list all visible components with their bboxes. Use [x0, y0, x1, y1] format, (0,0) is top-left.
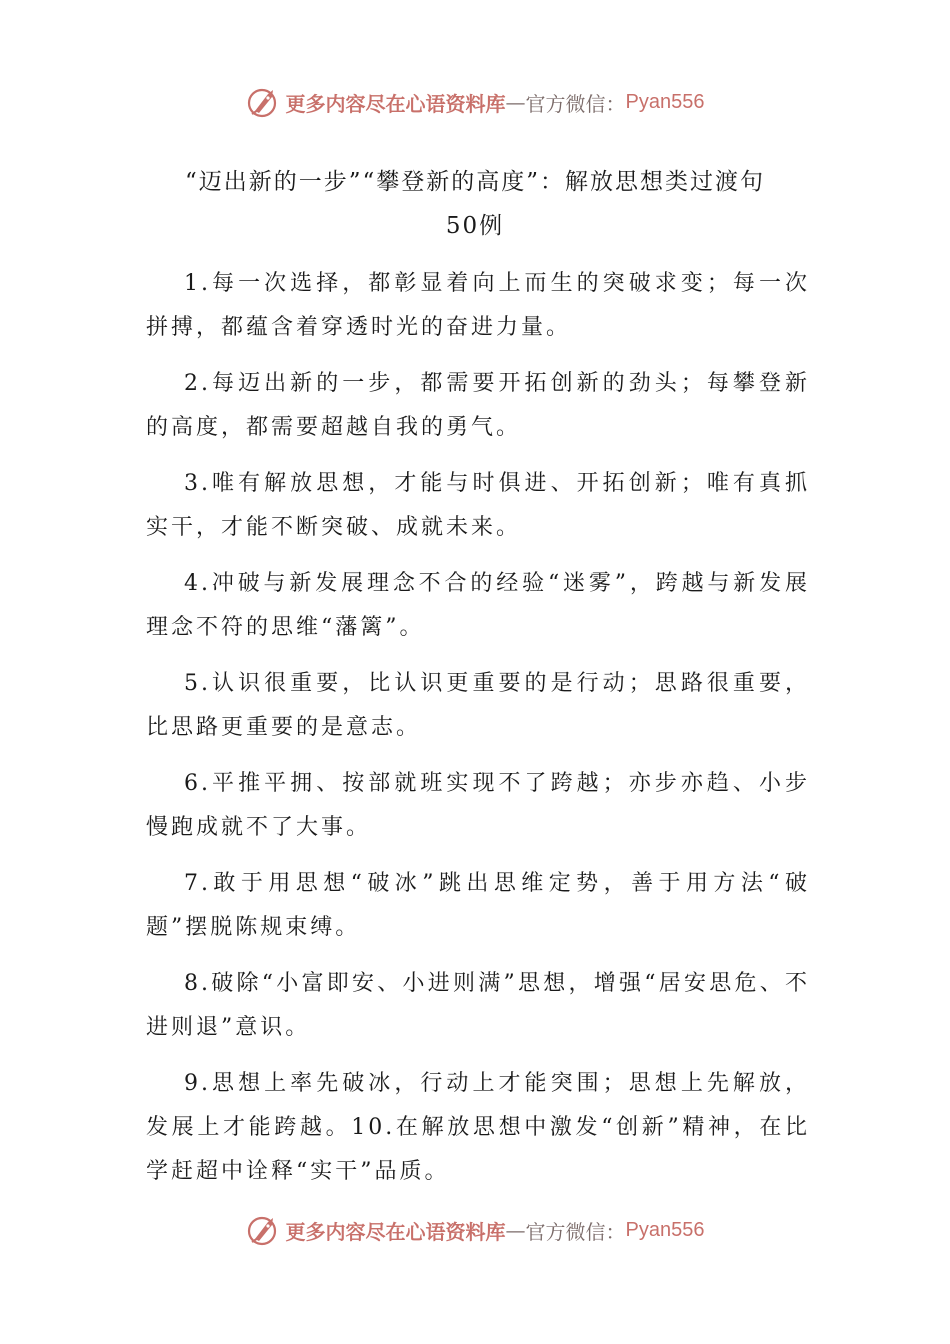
list-item: 3.唯有解放思想，才能与时俱进、开拓创新；唯有真抓实干，才能不断突破、成就未来。 [146, 471, 810, 540]
list-item: 8.破除“小富即安、小进则满”思想，增强“居安思危、不进则退”意识。 [146, 971, 810, 1040]
watermark-banner-top [0, 80, 950, 124]
watermark-site-name: 更多内容尽在心语资料库 [285, 91, 506, 116]
list-item: 9.思想上率先破冰，行动上才能突围；思想上先解放，发展上才能跨越。10.在解放思想中激发“创新”精神，在比学赶超中诠释“实干”品质。 [146, 1071, 810, 1184]
document-title-line-2: 50例 [445, 213, 505, 239]
list-item: 2.每迈出新的一步，都需要开拓创新的劲头；每攀登新的高度，都需要超越自我的勇气。 [146, 371, 810, 440]
watermark-wechat-id: Pyan556 [625, 1218, 705, 1241]
document-title [140, 160, 810, 248]
pen-nib-logo-icon [246, 84, 282, 120]
list-item: 1.每一次选择，都彰显着向上而生的突破求变；每一次拼搏，都蕴含着穿透时光的奋进力量。 [146, 271, 810, 340]
watermark-site-name: 更多内容尽在心语资料库 [285, 1219, 506, 1244]
watermark-wechat-label: 官方微信： [525, 1219, 626, 1244]
watermark-dash: — [505, 1218, 526, 1242]
pen-nib-logo-icon [246, 1212, 282, 1248]
list-item: 5.认识很重要，比认识更重要的是行动；思路很重要，比思路更重要的是意志。 [146, 671, 810, 740]
list-item: 4.冲破与新发展理念不合的经验“迷雾”，跨越与新发展理念不符的思维“藩篱”。 [146, 571, 810, 640]
document-body [146, 262, 810, 1206]
watermark-banner-bottom [0, 1208, 950, 1252]
watermark-wechat-label: 官方微信： [525, 91, 626, 116]
list-item: 7.敢于用思想“破冰”跳出思维定势，善于用方法“破题”摆脱陈规束缚。 [146, 871, 810, 940]
document-title-line-1: “迈出新的一步”“攀登新的高度”：解放思想类过渡句 [184, 169, 766, 195]
watermark-dash: — [505, 90, 526, 114]
watermark-wechat-id: Pyan556 [625, 90, 705, 113]
list-item: 6.平推平拥、按部就班实现不了跨越；亦步亦趋、小步慢跑成就不了大事。 [146, 771, 810, 840]
